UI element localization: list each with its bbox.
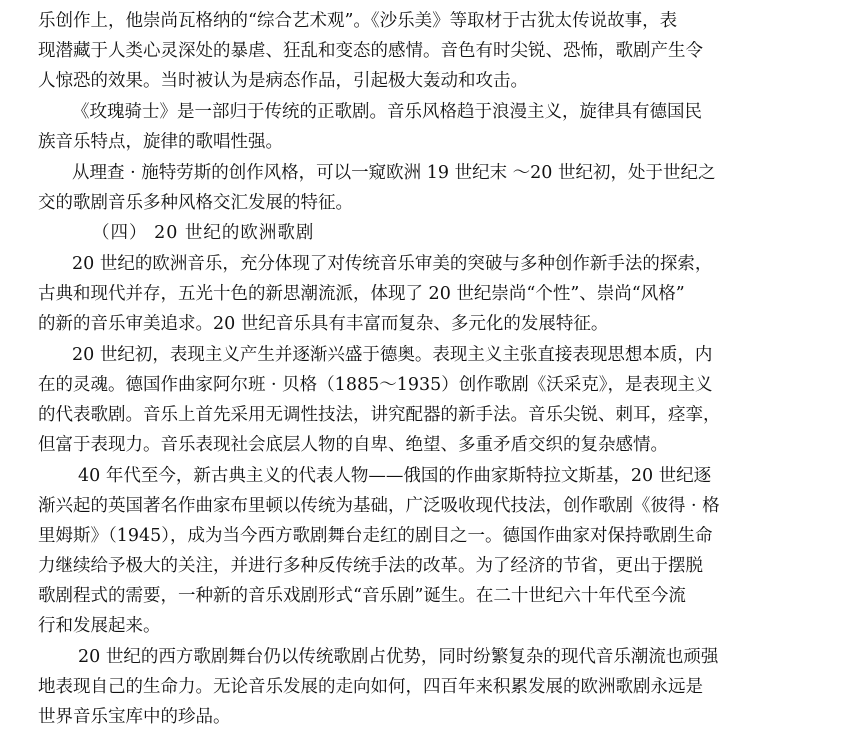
section-title: （四） 20 世纪的欧洲歌剧	[92, 223, 315, 243]
paragraph-line: 乐创作上，他崇尚瓦格纳的“综合艺术观”。《沙乐美》等取材于古犹太传说故事，表	[38, 11, 678, 31]
paragraph-line: 力继续给予极大的关注，并进行多种反传统手法的改革。为了经济的节省，更出于摆脱	[38, 556, 703, 576]
paragraph-line: 族音乐特点，旋律的歌唱性强。	[38, 132, 283, 152]
paragraph-line: 40 年代至今，新古典主义的代表人物——俄国的作曲家斯特拉文斯基，20 世纪逐	[78, 466, 712, 486]
paragraph-line: 交的歌剧音乐多种风格交汇发展的特征。	[38, 193, 353, 213]
paragraph-line: 的代表歌剧。音乐上首先采用无调性技法，讲究配器的新手法。音乐尖锐、刺耳，痉挛，	[38, 405, 721, 425]
paragraph-line: 行和发展起来。	[38, 616, 161, 636]
paragraph-line: 地表现自己的生命力。无论音乐发展的走向如何，四百年来积累发展的欧洲歌剧永远是	[38, 677, 703, 697]
paragraph-line: 歌剧程式的需要，一种新的音乐戏剧形式“音乐剧”诞生。在二十世纪六十年代至今流	[38, 586, 686, 606]
paragraph-line: 在的灵魂。德国作曲家阿尔班 · 贝格（1885～1935）创作歌剧《沃采克》，是表现主义	[38, 375, 713, 395]
paragraph-line: 但富于表现力。音乐表现社会底层人物的自卑、绝望、多重矛盾交织的复杂感情。	[38, 435, 668, 455]
paragraph-line: 20 世纪的欧洲音乐，充分体现了对传统音乐审美的突破与多种创作新手法的探索，	[72, 254, 713, 274]
paragraph-line: 渐兴起的英国著名作曲家布里顿以传统为基础，广泛吸收现代技法，创作歌剧《彼得 · 格	[38, 496, 720, 516]
paragraph-line: 从理查 · 施特劳斯的创作风格，可以一窥欧洲 19 世纪末 ～20 世纪初，处于世纪之	[72, 163, 716, 183]
paragraph-line: 现潜藏于人类心灵深处的暴虐、狂乱和变态的感情。音色有时尖锐、恐怖，歌剧产生令	[38, 41, 703, 61]
paragraph-line: 人惊恐的效果。当时被认为是病态作品，引起极大轰动和攻击。	[38, 71, 528, 91]
paragraph-line: 20 世纪的西方歌剧舞台仍以传统歌剧占优势，同时纷繁复杂的现代音乐潮流也顽强	[78, 647, 719, 667]
paragraph-line: 《玫瑰骑士》是一部归于传统的正歌剧。音乐风格趋于浪漫主义，旋律具有德国民	[72, 102, 702, 122]
paragraph-line: 20 世纪初，表现主义产生并逐渐兴盛于德奥。表现主义主张直接表现思想本质，内	[72, 345, 713, 365]
paragraph-line: 里姆斯》（1945），成为当今西方歌剧舞台走红的剧目之一。德国作曲家对保持歌剧生命	[38, 526, 713, 546]
paragraph-line: 古典和现代并存，五光十色的新思潮流派，体现了 20 世纪崇尚“个性”、崇尚“风格”	[38, 284, 685, 304]
paragraph-line: 世界音乐宝库中的珍品。	[38, 707, 231, 727]
paragraph-line: 的新的音乐审美追求。20 世纪音乐具有丰富而复杂、多元化的发展特征。	[38, 314, 609, 334]
